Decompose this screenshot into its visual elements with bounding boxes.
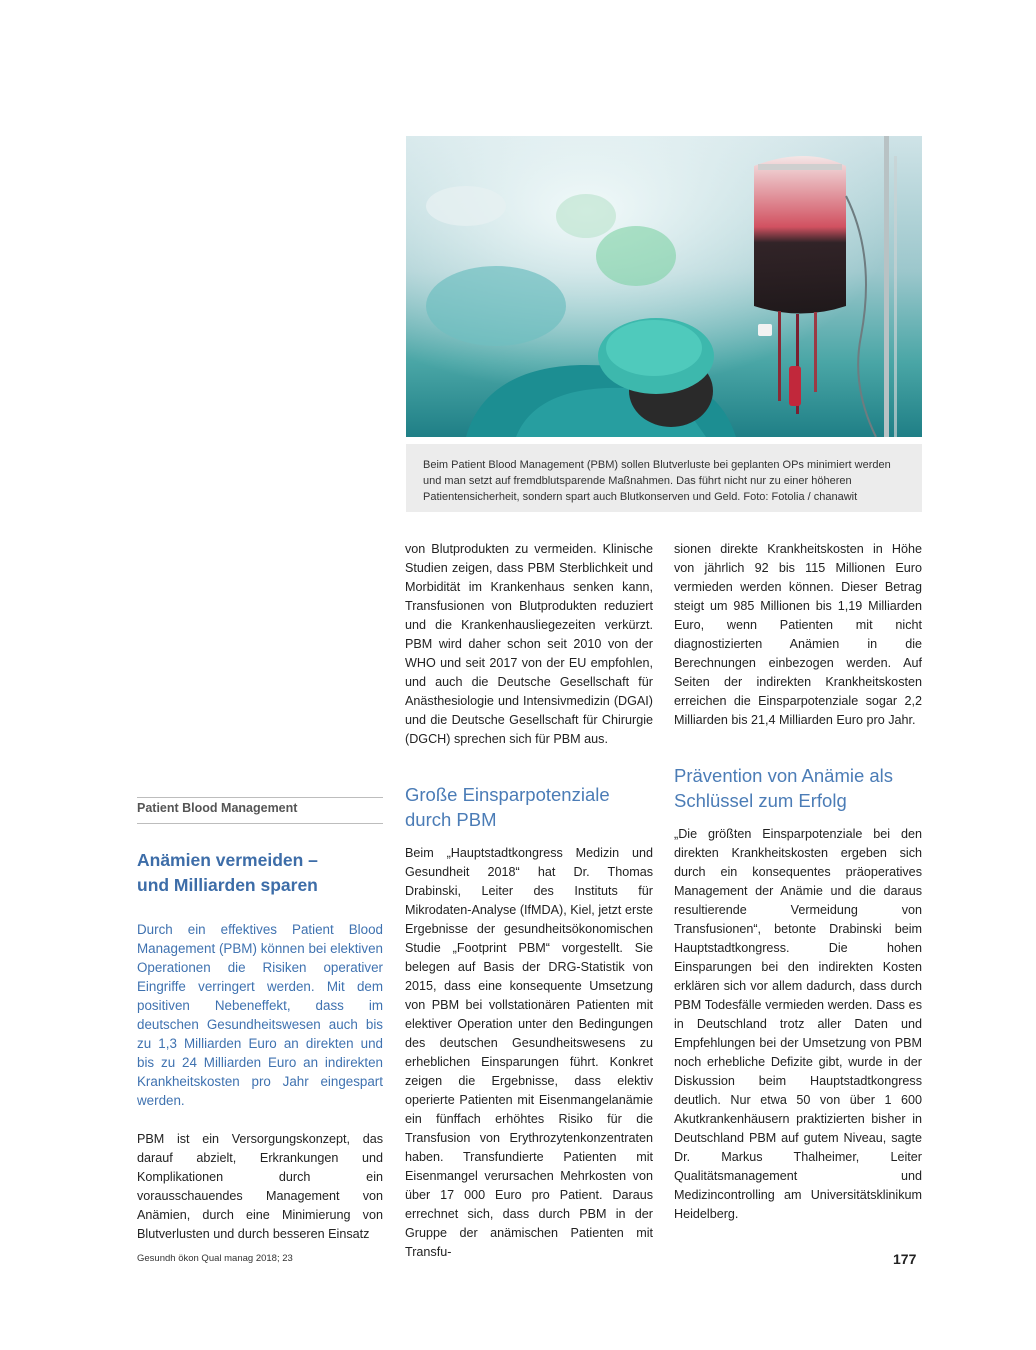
column3-text-2: „Die größten Einsparpotenziale bei den direkten Krankheitskosten ergeben sich durch ein konsequentes präoperatives Management der Anämie und die daraus resultierende Vermeidung von Transfusionen“, betonte Drabinski beim Hauptstadtkongress. Die hohen Einsparungen bei den indirekten Kosten erklären sich vor allem dadurch, dass durch PBM Todesfälle vermieden werden. Dass es in Deutschland trotz aller Daten und Empfehlungen bei der Umsetzung von PBM noch erhebliche Defizite gibt, wurde in der Diskussion beim Hauptstadtkongress deutlich. Nur etwa 50 von über 1 600 Akutkrankenhäusern praktizierten bisher in Deutschland PBM auf gutem Niveau, sagte Dr. Markus Thalheimer, Leiter Qualitätsmanagement und Medizincontrolling am Universitätsklinikum Heidelberg.	[674, 827, 922, 1221]
section-rule-top	[137, 797, 383, 798]
column2-subheading-line2: durch PBM	[405, 809, 497, 830]
column2-text-1: von Blutprodukten zu vermeiden. Klinische Studien zeigen, dass PBM Sterblichkeit und Morbidität im Krankenhaus senken kann, Transfusionen von Blutprodukten reduziert und die Krankenhausliegezeiten verkürzt. PBM wird daher schon seit 2010 von der WHO und seit 2017 von der EU empfohlen, und auch die Deutsche Gesellschaft für Anästhesiologie und Intensivmedizin (DGAI) und die Deutsche Gesellschaft für Chirurgie (DGCH) sprechen sich für PBM aus.	[405, 542, 653, 746]
section-rule-bottom	[137, 823, 383, 824]
lead-text: Durch ein effektives Patient Blood Management (PBM) können bei elektiven Operationen die Risiken operativer Eingriffe verringert werden. Mit dem positiven Nebeneffekt, dass im deutschen Gesundheitswesen auch bis zu 1,3 Milliarden Euro an direkten und bis zu 24 Milliarden Euro an indirekten Krankheitskosten pro Jahr eingespart werden.	[137, 922, 383, 1108]
column2-subheading-line1: Große Einsparpotenziale	[405, 784, 610, 805]
article-headline	[137, 848, 387, 898]
column2-subheading	[405, 782, 610, 832]
column2-text-2: Beim „Hauptstadtkongress Medizin und Gesundheit 2018“ hat Dr. Thomas Drabinski, Leiter des Instituts für Mikrodaten-Analyse (IfMDA), Kiel, jetzt erste Ergebnisse der gesundheitsökonomischen Studie „Footprint PBM“ vorgestellt. Sie belegen auf Basis der DRG-Statistik von 2015, dass eine konsequente Umsetzung von PBM bei vollstationären Patienten mit elektiver Operation unter den Bedingungen des deutschen Gesundheitswesens zu erheblichen Einsparungen führt. Konkret zeigen die Ergebnisse, dass elektiv operierte Patienten mit Eisenmangelanämie ein fünffach erhöhtes Risiko für die Transfusion von Erythrozytenkonzentraten haben. Transfundierte Patienten mit Eisenmangel verursachen Mehrkosten von über 17 000 Euro pro Patient. Daraus errechnet sich, dass durch PBM in der Gruppe der anämischen Patienten mit Transfu-	[405, 846, 653, 1259]
column3-subheading-line2: Schlüssel zum Erfolg	[674, 790, 847, 811]
column3-paragraph1	[674, 540, 922, 730]
article-lead	[137, 920, 383, 1110]
sidebar-body-text: PBM ist ein Versorgungskonzept, das darauf abzielt, Erkrankungen und Komplikationen durch ein vorausschauendes Management von Anämien, durch eine Minimierung von Blutverlusten und durch besseren Einsatz	[137, 1132, 383, 1241]
column3-paragraph2	[674, 825, 922, 1224]
figure-caption-text: Beim Patient Blood Management (PBM) sollen Blutverluste bei geplanten OPs minimiert werden und man setzt auf fremdblutsparende Maßnahmen. Das führt nicht nur zu einer höheren Patientensicherheit, sondern spart auch Blutkonserven und Geld. Foto: Fotolia / chanawit	[423, 459, 891, 503]
section-label: Patient Blood Management	[137, 801, 298, 815]
figure-caption	[406, 444, 922, 512]
sidebar-body	[137, 1130, 383, 1244]
headline-line1: Anämien vermeiden –	[137, 850, 318, 870]
operating-room-photo	[406, 136, 922, 437]
column2-paragraph2	[405, 844, 653, 1262]
column3-text-1: sionen direkte Krankheitskosten in Höhe von jährlich 92 bis 115 Millionen Euro vermieden werden können. Dieser Betrag steigt um 985 Millionen bis 1,19 Milliarden Euro, wenn Patienten mit nicht diagnostizierten Anämien in die Berechnungen einbezogen werden. Auf Seiten der indirekten Krankheitskosten erreichen die Einsparpotenziale sogar 2,2 Milliarden bis 21,4 Milliarden Euro pro Jahr.	[674, 542, 922, 727]
column3-subheading	[674, 763, 893, 813]
column3-subheading-line1: Prävention von Anämie als	[674, 765, 894, 786]
page-number: 177	[893, 1251, 917, 1267]
column2-paragraph1	[405, 540, 653, 749]
headline-line2: und Milliarden sparen	[137, 875, 318, 895]
article-photo	[406, 136, 922, 437]
journal-citation: Gesundh ökon Qual manag 2018; 23	[137, 1253, 293, 1264]
